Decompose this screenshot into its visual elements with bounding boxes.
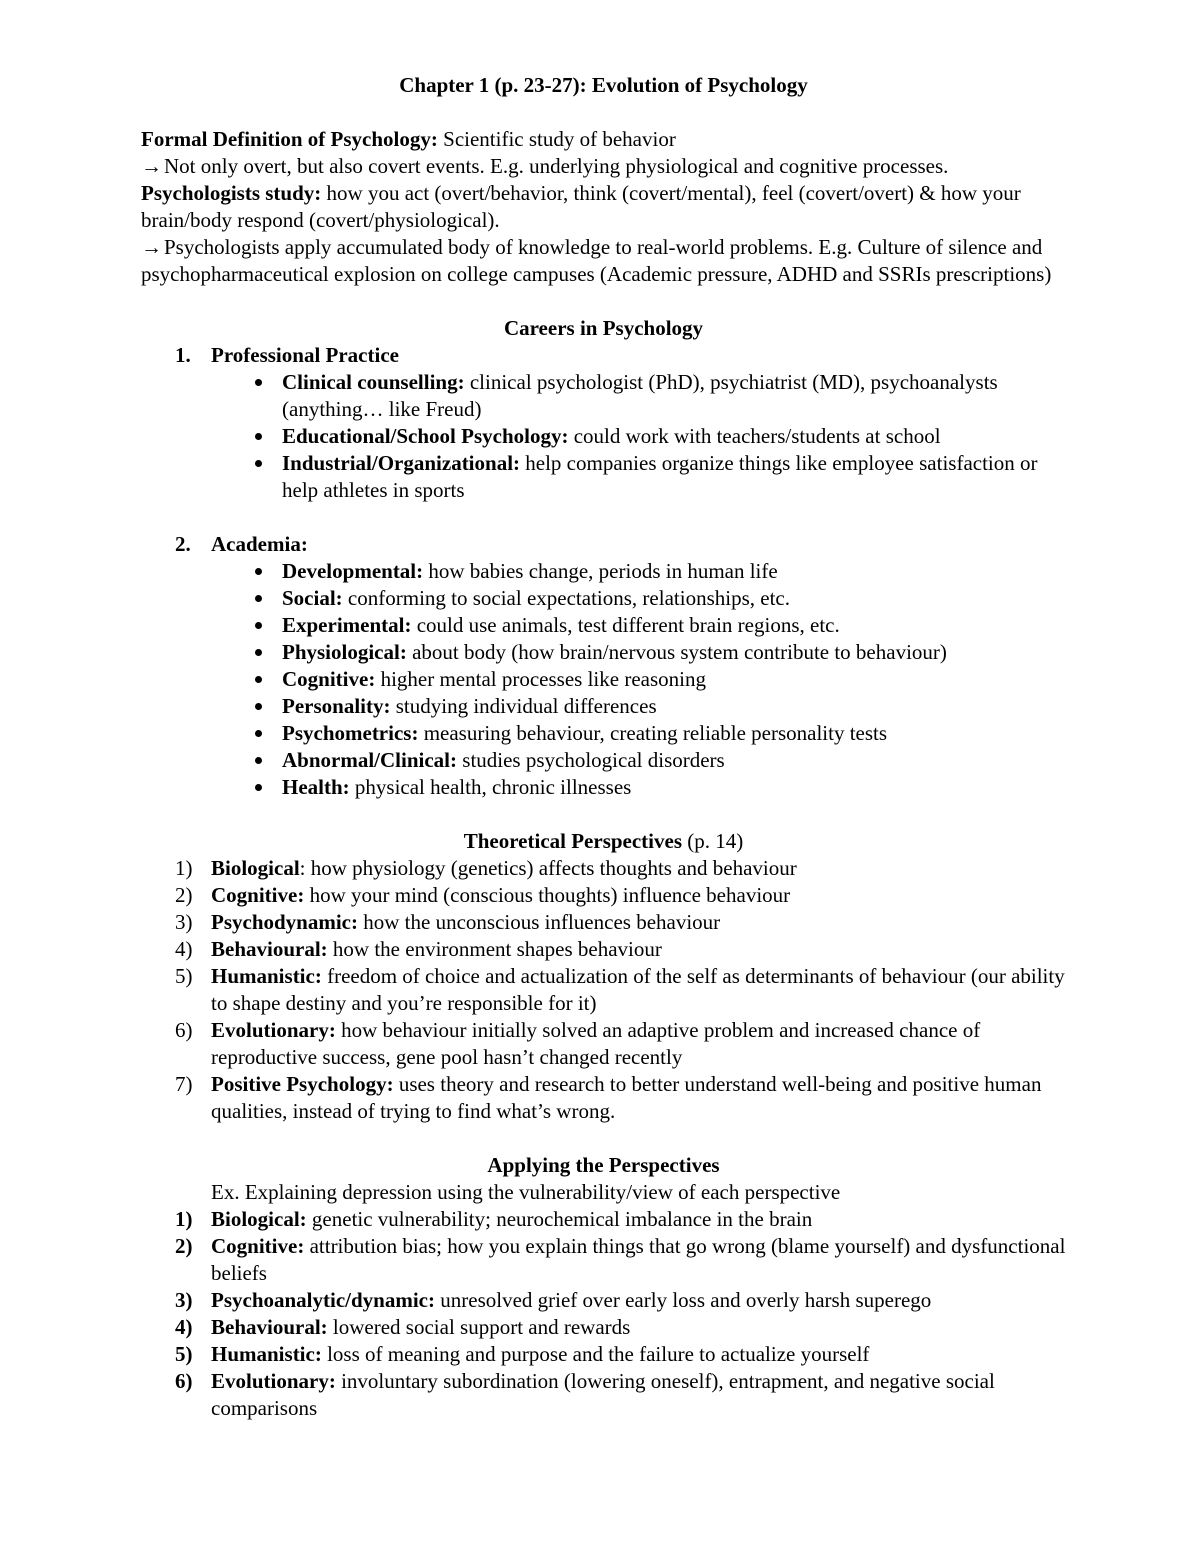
career-group-label: Professional Practice (211, 343, 399, 367)
item-number: 4) (175, 937, 193, 961)
item-label: Biological (211, 856, 300, 880)
list-item (141, 1071, 1066, 1125)
list-item (141, 450, 1066, 504)
item-text: unresolved grief over early loss and overly harsh superego (435, 1288, 932, 1312)
item-number: 6) (175, 1018, 193, 1042)
item-label: Psychoanalytic/dynamic: (211, 1288, 435, 1312)
list-item (141, 1233, 1066, 1287)
list-item (141, 585, 1066, 612)
bullet-icon (255, 676, 262, 683)
item-text: how behaviour initially solved an adaptive problem and increased chance of reproductive success, gene pool hasn’t changed recently (211, 1018, 981, 1069)
item-text: could work with teachers/students at school (568, 424, 941, 448)
item-text: how the unconscious influences behaviour (358, 910, 721, 934)
definition-section (141, 126, 1066, 288)
applying-intro: Ex. Explaining depression using the vulnerability/view of each perspective (211, 1180, 841, 1204)
item-label: Educational/School Psychology: (282, 424, 569, 448)
item-label: Health: (282, 775, 350, 799)
item-label: Cognitive: (282, 667, 376, 691)
career-bullets (141, 369, 1066, 504)
item-label: Biological: (211, 1207, 307, 1231)
item-label: Humanistic: (211, 1342, 322, 1366)
item-text: how your mind (conscious thoughts) influence behaviour (304, 883, 791, 907)
applying-list (141, 1206, 1066, 1422)
list-item (141, 882, 1066, 909)
career-group-label: Academia: (211, 532, 308, 556)
career-number: 1. (175, 343, 191, 367)
item-number: 7) (175, 1072, 193, 1096)
career-group-title (141, 342, 1066, 369)
item-label: Abnormal/Clinical: (282, 748, 458, 772)
item-label: Experimental: (282, 613, 412, 637)
item-number: 1) (175, 856, 193, 880)
item-label: Developmental: (282, 559, 424, 583)
list-item (141, 612, 1066, 639)
bullet-icon (255, 757, 262, 764)
applying-heading: Applying the Perspectives (487, 1153, 720, 1177)
list-item (141, 666, 1066, 693)
item-number: 3) (175, 910, 193, 934)
item-number: 4) (175, 1315, 193, 1339)
item-number: 6) (175, 1369, 193, 1393)
document-title: Chapter 1 (p. 23-27): Evolution of Psychology (399, 73, 808, 97)
list-item (141, 774, 1066, 801)
list-item (141, 720, 1066, 747)
careers-list (141, 342, 1066, 801)
item-text: lowered social support and rewards (327, 1315, 631, 1339)
right-arrow-icon: → (141, 235, 162, 259)
item-text: about body (how brain/nervous system contribute to behaviour) (406, 640, 947, 664)
item-label: Behavioural: (211, 937, 328, 961)
bullet-icon (255, 595, 262, 602)
perspectives-list (141, 855, 1066, 1125)
item-number: 2) (175, 883, 193, 907)
right-arrow-icon: → (141, 154, 162, 178)
list-item (141, 639, 1066, 666)
item-text: attribution bias; how you explain things that go wrong (blame yourself) and dysfunctional beliefs (211, 1234, 1066, 1285)
list-item (141, 855, 1066, 882)
bullet-icon (255, 730, 262, 737)
item-text: freedom of choice and actualization of the self as determinants of behaviour (our ability to shape destiny and you’re responsible for it) (211, 964, 1065, 1015)
list-item (141, 1341, 1066, 1368)
item-label: Humanistic: (211, 964, 322, 988)
bullet-icon (255, 568, 262, 575)
list-item (141, 423, 1066, 450)
item-text: could use animals, test different brain regions, etc. (411, 613, 840, 637)
list-item (141, 1206, 1066, 1233)
item-text: how the environment shapes behaviour (327, 937, 662, 961)
item-text: genetic vulnerability; neurochemical imbalance in the brain (306, 1207, 813, 1231)
item-text: loss of meaning and purpose and the failure to actualize yourself (321, 1342, 870, 1366)
item-text: higher mental processes like reasoning (375, 667, 706, 691)
list-item (141, 909, 1066, 936)
item-text: involuntary subordination (lowering oneself), entrapment, and negative social comparisons (211, 1369, 995, 1420)
list-item (141, 936, 1066, 963)
list-item (141, 1368, 1066, 1422)
perspectives-heading: Theoretical Perspectives (p. 14) (463, 829, 744, 853)
bullet-icon (255, 379, 262, 386)
bullet-icon (255, 649, 262, 656)
item-number: 3) (175, 1288, 193, 1312)
item-label: Evolutionary: (211, 1018, 336, 1042)
bullet-icon (255, 460, 262, 467)
item-text: how babies change, periods in human life (423, 559, 778, 583)
item-label: Cognitive: (211, 1234, 305, 1258)
item-text: : how physiology (genetics) affects thoughts and behaviour (299, 856, 797, 880)
list-item (141, 693, 1066, 720)
careers-heading: Careers in Psychology (503, 316, 704, 340)
list-item (141, 1314, 1066, 1341)
item-number: 5) (175, 1342, 193, 1366)
list-item (141, 1017, 1066, 1071)
item-number: 1) (175, 1207, 193, 1231)
item-label: Social: (282, 586, 343, 610)
item-label: Clinical counselling: (282, 370, 465, 394)
bullet-icon (255, 433, 262, 440)
item-label: Behavioural: (211, 1315, 328, 1339)
list-item (141, 1287, 1066, 1314)
item-label: Physiological: (282, 640, 407, 664)
item-number: 2) (175, 1234, 193, 1258)
item-label: Psychometrics: (282, 721, 419, 745)
item-label: Cognitive: (211, 883, 305, 907)
item-text: clinical psychologist (PhD), psychiatrist (MD), psychoanalysts (anything… like Freud) (282, 370, 998, 421)
career-group-title (141, 531, 1066, 558)
list-item (141, 963, 1066, 1017)
bullet-icon (255, 784, 262, 791)
item-text: conforming to social expectations, relationships, etc. (342, 586, 790, 610)
document-page (141, 70, 1066, 1422)
bullet-icon (255, 703, 262, 710)
item-text: measuring behaviour, creating reliable personality tests (418, 721, 888, 745)
item-label: Personality: (282, 694, 391, 718)
apply-note: →Psychologists apply accumulated body of knowledge to real-world problems. E.g. Culture of silence and psychopharmaceutical explosion on college campuses (Academic pressure, ADHD and SSRIs prescriptions) (141, 235, 1052, 286)
item-label: Positive Psychology: (211, 1072, 394, 1096)
item-label: Psychodynamic: (211, 910, 358, 934)
item-text: help companies organize things like employee satisfaction or help athletes in sports (282, 451, 1038, 502)
definition-line: Formal Definition of Psychology: Scientific study of behavior (141, 127, 676, 151)
list-item (141, 369, 1066, 423)
item-label: Evolutionary: (211, 1369, 336, 1393)
list-item (141, 558, 1066, 585)
item-number: 5) (175, 964, 193, 988)
career-bullets (141, 558, 1066, 801)
item-text: physical health, chronic illnesses (349, 775, 632, 799)
covert-note: →Not only overt, but also covert events. E.g. underlying physiological and cognitive processes. (141, 154, 949, 178)
bullet-icon (255, 622, 262, 629)
study-line: Psychologists study: how you act (overt/behavior, think (covert/mental), feel (covert/overt) & how your brain/body respond (covert/physiological). (141, 181, 1021, 232)
item-text: uses theory and research to better understand well-being and positive human qualities, instead of trying to find what’s wrong. (211, 1072, 1042, 1123)
item-text: studying individual differences (390, 694, 657, 718)
list-item (141, 747, 1066, 774)
item-text: studies psychological disorders (457, 748, 725, 772)
item-label: Industrial/Organizational: (282, 451, 521, 475)
career-number: 2. (175, 532, 191, 556)
